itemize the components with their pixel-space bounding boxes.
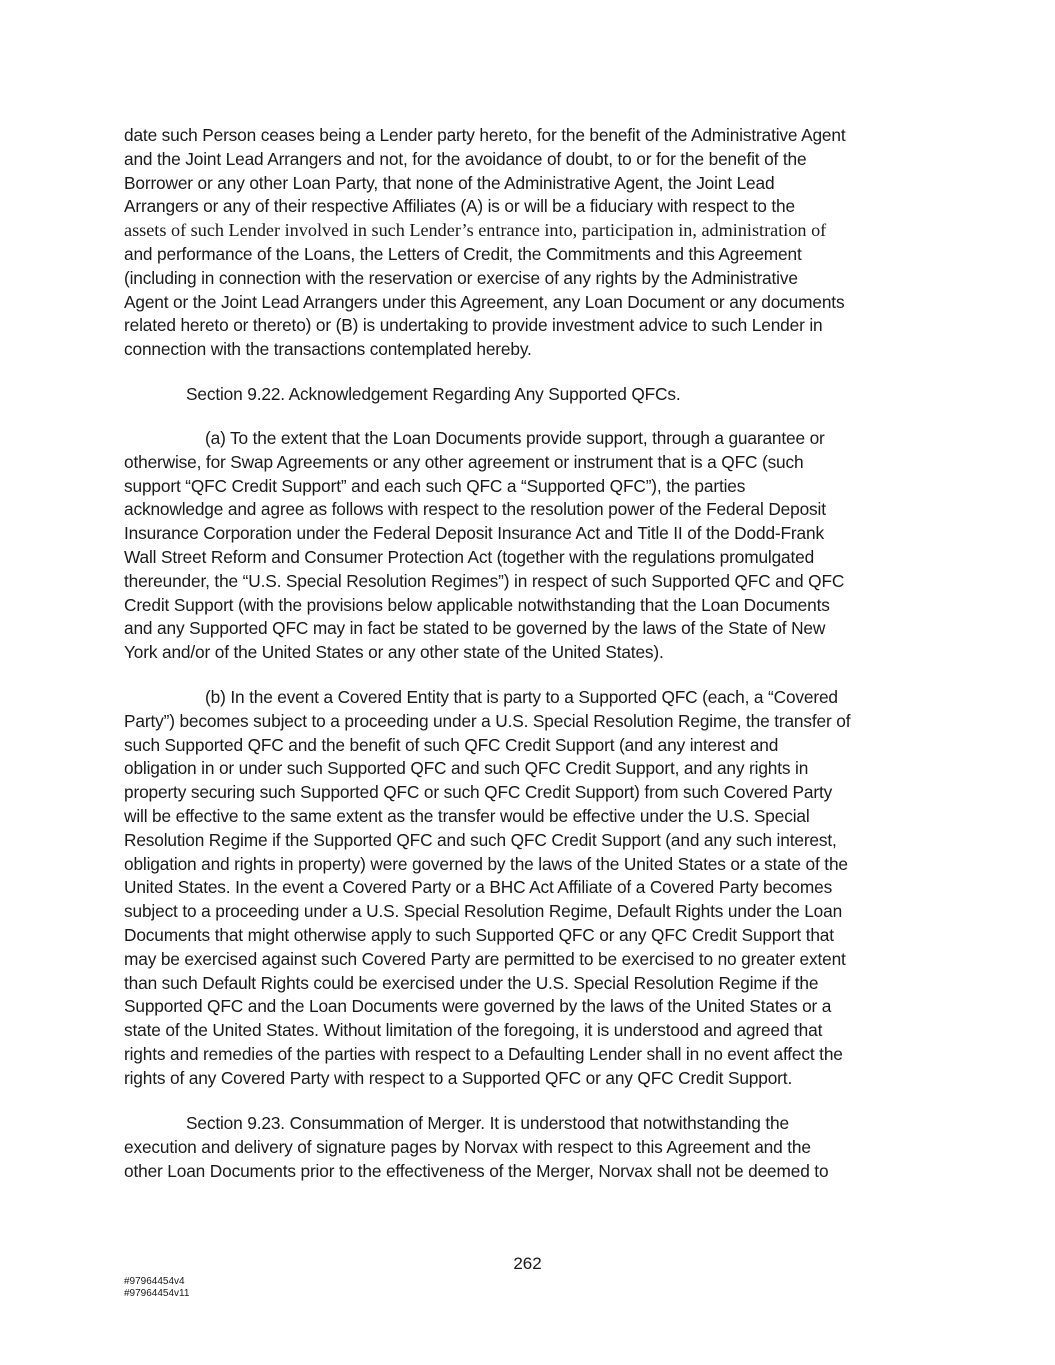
doc-id: #97964454v11 bbox=[124, 1288, 190, 1299]
section-9-23 bbox=[124, 1112, 936, 1183]
paragraph-a bbox=[124, 427, 936, 665]
text-line: connection with the transactions contemplated hereby. bbox=[124, 339, 532, 360]
text-line: state of the United States. Without limitation of the foregoing, it is understood and agreed that bbox=[124, 1020, 823, 1041]
text-line: subject to a proceeding under a U.S. Special Resolution Regime, Default Rights under the Loan bbox=[124, 901, 843, 922]
text-line: related hereto or thereto) or (B) is undertaking to provide investment advice to such Lender in bbox=[124, 315, 823, 336]
section-heading-9-22 bbox=[124, 383, 936, 407]
text-line: date such Person ceases being a Lender party hereto, for the benefit of the Administrative Agent bbox=[124, 125, 846, 145]
text-line: United States. In the event a Covered Party or a BHC Act Affiliate of a Covered Party becomes bbox=[124, 877, 833, 898]
text-line: rights of any Covered Party with respect to a Supported QFC or any QFC Credit Support. bbox=[124, 1067, 793, 1088]
text-line: Supported QFC and the Loan Documents were governed by the laws of the United States or a bbox=[124, 996, 832, 1017]
text-line: (b) In the event a Covered Entity that is party to a Supported QFC (each, a “Covered bbox=[205, 687, 838, 707]
text-line: rights and remedies of the parties with respect to a Defaulting Lender shall in no event affect the bbox=[124, 1043, 843, 1064]
text-line: Arrangers or any of their respective Affiliates (A) is or will be a fiduciary with respect to the bbox=[124, 196, 795, 217]
text-line: (a) To the extent that the Loan Documents provide support, through a guarantee or bbox=[205, 428, 825, 448]
text-line: and the Joint Lead Arrangers and not, for the avoidance of doubt, to or for the benefit of the bbox=[124, 148, 807, 169]
text-line: assets of such Lender involved in such Lender’s entrance into, participation in, administration of bbox=[124, 220, 827, 241]
document-identifiers bbox=[124, 1276, 189, 1300]
text-line: and any Supported QFC may in fact be stated to be governed by the laws of the State of New bbox=[124, 618, 826, 639]
doc-id: #97964454v4 bbox=[124, 1276, 185, 1287]
text-line: support “QFC Credit Support” and each such QFC a “Supported QFC”), the parties bbox=[124, 475, 746, 496]
text-line: Documents that might otherwise apply to such Supported QFC or any QFC Credit Support that bbox=[124, 924, 834, 945]
text-line: may be exercised against such Covered Party are permitted to be exercised to no greater extent bbox=[124, 948, 846, 969]
text-line: and performance of the Loans, the Letters of Credit, the Commitments and this Agreement bbox=[124, 243, 802, 264]
page-number: 262 bbox=[513, 1254, 542, 1273]
paragraph-b bbox=[124, 686, 936, 1091]
text-line: execution and delivery of signature pages by Norvax with respect to this Agreement and the bbox=[124, 1136, 811, 1157]
text-line: otherwise, for Swap Agreements or any other agreement or instrument that is a QFC (such bbox=[124, 451, 804, 472]
text-line: obligation and rights in property) were governed by the laws of the United States or a state of the bbox=[124, 853, 848, 874]
text-line: Party”) becomes subject to a proceeding under a U.S. Special Resolution Regime, the transfer of bbox=[124, 710, 851, 731]
text-line: Borrower or any other Loan Party, that none of the Administrative Agent, the Joint Lead bbox=[124, 172, 775, 193]
text-line: than such Default Rights could be exercised under the U.S. Special Resolution Regime if the bbox=[124, 972, 819, 993]
section-heading: Section 9.22. Acknowledgement Regarding Any Supported QFCs. bbox=[186, 384, 681, 404]
text-line: other Loan Documents prior to the effectiveness of the Merger, Norvax shall not be deemed to bbox=[124, 1160, 829, 1181]
text-line: Insurance Corporation under the Federal Deposit Insurance Act and Title II of the Dodd-Frank bbox=[124, 523, 824, 544]
text-line: Section 9.23. Consummation of Merger. It is understood that notwithstanding the bbox=[186, 1113, 789, 1133]
text-line: York and/or of the United States or any other state of the United States). bbox=[124, 642, 664, 663]
text-line: obligation in or under such Supported QFC and such QFC Credit Support, and any rights in bbox=[124, 758, 809, 779]
text-line: acknowledge and agree as follows with respect to the resolution power of the Federal Deposit bbox=[124, 499, 826, 520]
text-line: Agent or the Joint Lead Arrangers under this Agreement, any Loan Document or any documents bbox=[124, 291, 845, 312]
text-line: property securing such Supported QFC or such QFC Credit Support) from such Covered Party bbox=[124, 782, 833, 803]
text-line: (including in connection with the reservation or exercise of any rights by the Administrative bbox=[124, 267, 798, 288]
text-line: Resolution Regime if the Supported QFC and such QFC Credit Support (and any such interest, bbox=[124, 829, 837, 850]
text-line: Credit Support (with the provisions below applicable notwithstanding that the Loan Documents bbox=[124, 594, 830, 615]
paragraph-continuation bbox=[124, 124, 936, 362]
text-line: such Supported QFC and the benefit of such QFC Credit Support (and any interest and bbox=[124, 734, 779, 755]
text-line: thereunder, the “U.S. Special Resolution Regimes”) in respect of such Supported QFC and QFC bbox=[124, 570, 845, 591]
text-line: Wall Street Reform and Consumer Protection Act (together with the regulations promulgated bbox=[124, 546, 815, 567]
text-line: will be effective to the same extent as the transfer would be effective under the U.S. Special bbox=[124, 805, 810, 826]
